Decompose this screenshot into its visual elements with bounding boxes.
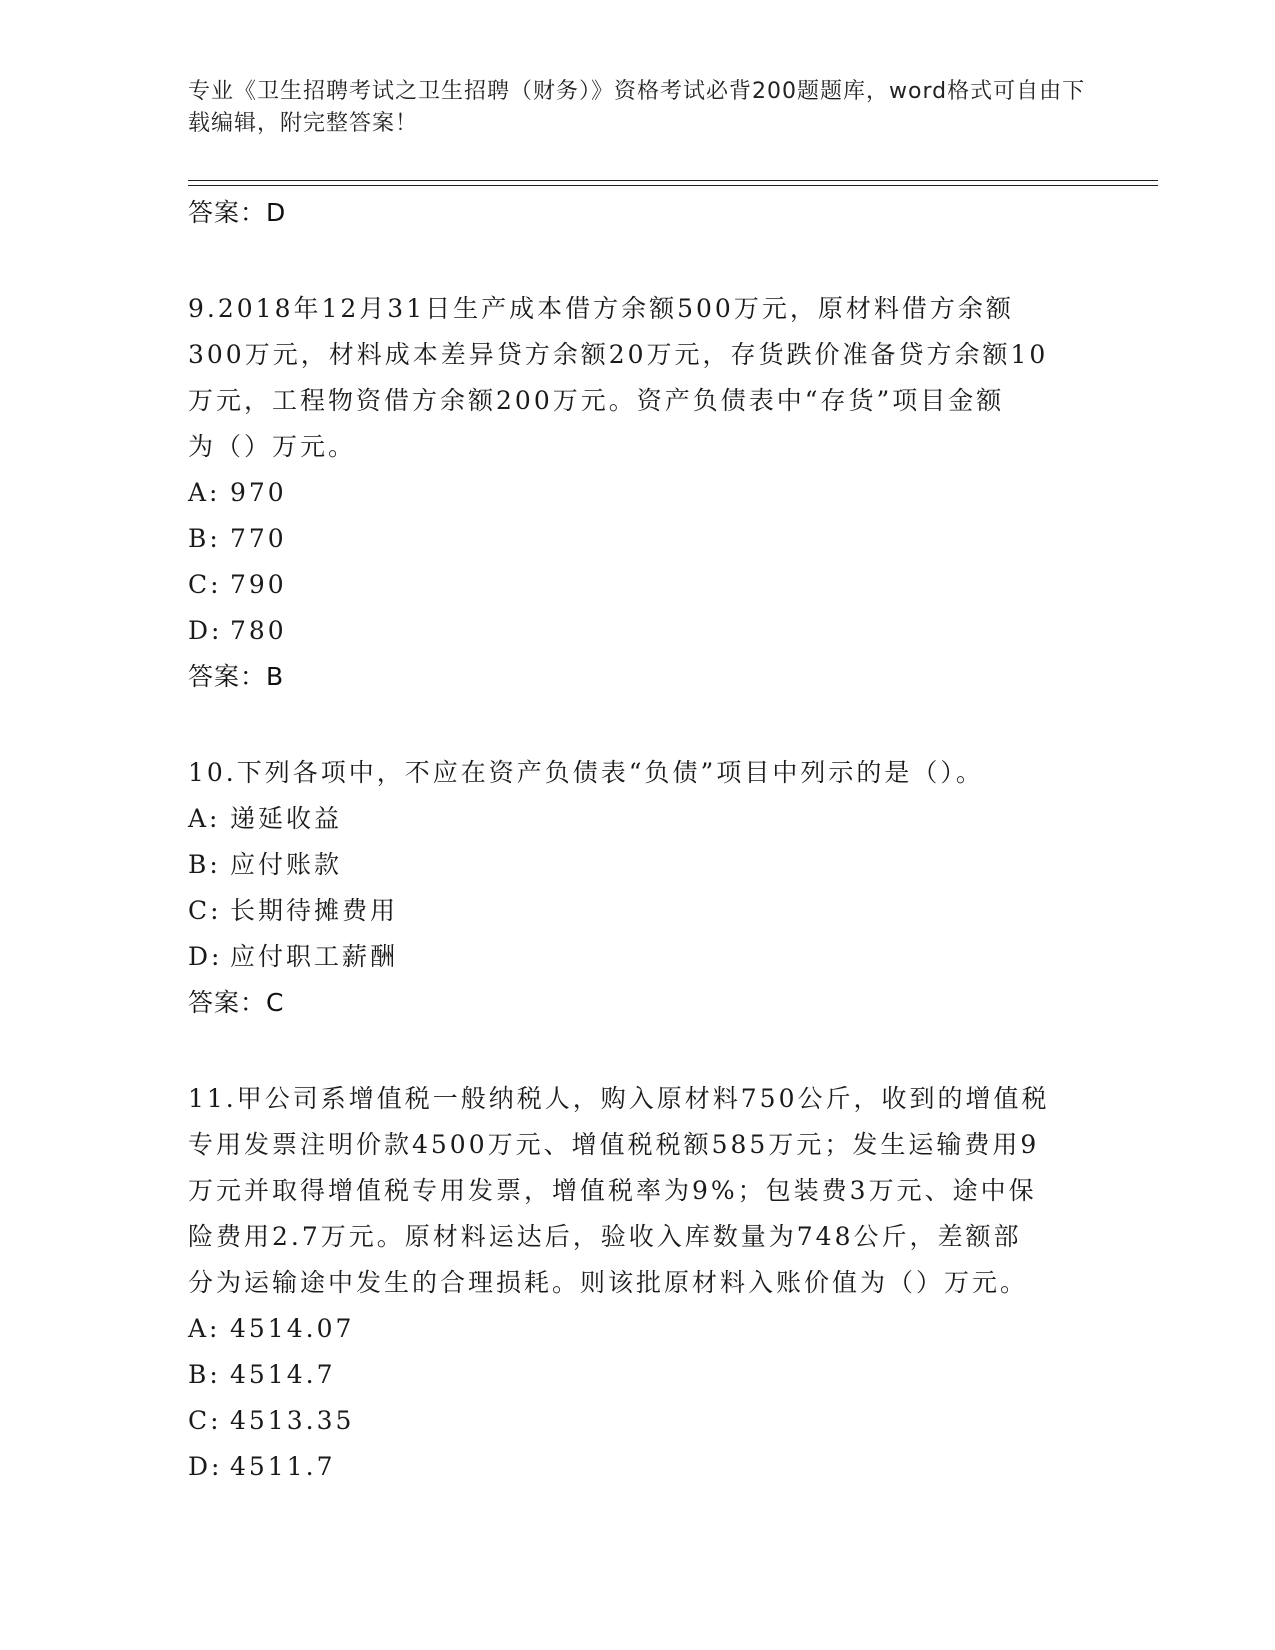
option-key: C: [188,570,222,599]
question-line: 万元，工程物资借方余额200万元。资产负债表中“存货”项目金额 [188,386,1005,415]
option-a [188,796,1088,842]
page-header: 专业《卫生招聘考试之卫生招聘（财务）》资格考试必背200题题库，word格式可自由下载编辑，附完整答案！ [188,79,1086,136]
option-a [188,1306,1088,1352]
question-line: 300万元，材料成本差异贷方余额20万元，存货跌价准备贷方余额10 [188,340,1049,369]
option-c [188,562,1088,608]
option-key: A: [188,478,221,507]
option-key: D: [188,1452,223,1481]
question-line: 10.下列各项中，不应在资产负债表“负债”项目中列示的是（）。 [188,758,984,787]
document-body [188,190,1088,1490]
option-key: A: [188,1314,221,1343]
option-text: 770 [230,524,287,553]
question-line: 分为运输途中发生的合理损耗。则该批原材料入账价值为（）万元。 [188,1268,1029,1297]
option-c [188,888,1088,934]
question-line: 险费用2.7万元。原材料运达后，验收入库数量为748公斤，差额部 [188,1222,1022,1251]
option-text: 790 [230,570,287,599]
answer-line: 答案：B [188,662,285,691]
question-line: 专用发票注明价款4500万元、增值税税额585万元；发生运输费用9 [188,1130,1040,1159]
question-block [188,750,1088,1026]
option-text: 长期待摊费用 [230,896,399,925]
question-line: 万元并取得增值税专用发票，增值税率为9%；包装费3万元、途中保 [188,1176,1037,1205]
option-key: C: [188,1406,222,1435]
header-divider-top [188,180,1158,181]
header-divider-bottom [188,185,1158,186]
option-text: 4511.7 [230,1452,336,1481]
option-d [188,608,1088,654]
question-line: 11.甲公司系增值税一般纳税人，购入原材料750公斤，收到的增值税 [188,1084,1050,1113]
question-line: 为（）万元。 [188,432,357,461]
option-text: 4514.7 [230,1360,336,1389]
option-c [188,1398,1088,1444]
option-text: 970 [230,478,287,507]
question-block [188,286,1088,700]
option-key: A: [188,804,221,833]
option-key: B: [188,850,221,879]
answer-line: 答案：C [188,988,285,1017]
option-key: C: [188,896,222,925]
option-d [188,934,1088,980]
spacer [188,236,1088,286]
option-key: D: [188,616,223,645]
option-d [188,1444,1088,1490]
option-b [188,842,1088,888]
option-text: 4513.35 [230,1406,355,1435]
spacer [188,700,1088,750]
option-text: 应付职工薪酬 [230,942,399,971]
option-text: 780 [230,616,287,645]
option-text: 递延收益 [230,804,343,833]
spacer [188,1026,1088,1076]
option-text: 应付账款 [230,850,343,879]
question-line: 9.2018年12月31日生产成本借方余额500万元，原材料借方余额 [188,294,1014,323]
option-b [188,1352,1088,1398]
option-text: 4514.07 [230,1314,355,1343]
option-a [188,470,1088,516]
option-key: B: [188,524,221,553]
question-block [188,1076,1088,1490]
option-key: D: [188,942,223,971]
option-b [188,516,1088,562]
answer-line: 答案：D [188,198,287,227]
option-key: B: [188,1360,221,1389]
